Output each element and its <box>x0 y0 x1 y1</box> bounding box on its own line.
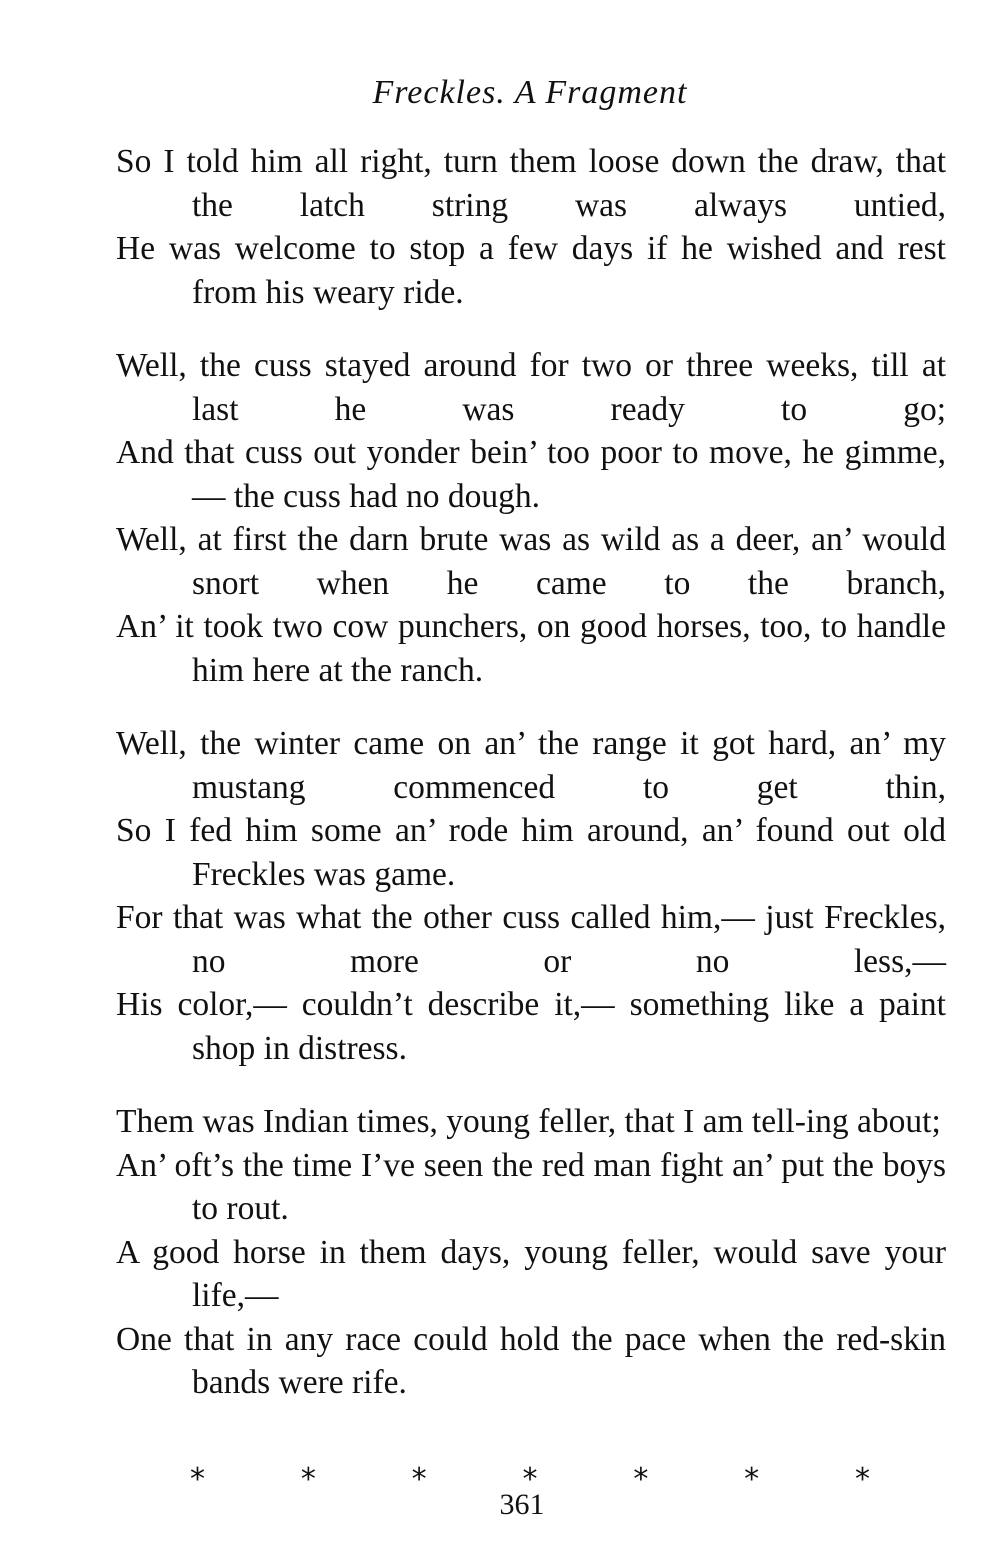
star-icon: * <box>744 1462 760 1497</box>
verse-line: Well, at first the darn brute was as wild as a deer, an’ would snort when he came to the branch, <box>116 521 946 602</box>
star-icon: * <box>300 1462 316 1497</box>
star-icon: * <box>190 1462 205 1497</box>
verse-line: An’ oft’s the time I’ve seen the red man fight an’ put the boys to rout. <box>116 1146 946 1227</box>
verse-line: And that cuss out yonder bein’ too poor to move, he gimme,— the cuss had no dough. <box>116 434 946 515</box>
verse-line: An’ it took two cow punchers, on good horses, too, to handle him here at the ranch. <box>116 608 946 689</box>
verse-line: He was welcome to stop a few days if he wished and rest from his weary ride. <box>116 230 946 311</box>
verse-line: His color,— couldn’t describe it,— something like a paint shop in distress. <box>116 986 946 1067</box>
verse-line: Well, the winter came on an’ the range it got hard, an’ my mustang commenced to get thin, <box>116 725 946 806</box>
stanza-2 <box>116 344 946 692</box>
star-icon: * <box>522 1462 538 1497</box>
stanza-4 <box>116 1100 946 1405</box>
verse-line: Well, the cuss stayed around for two or three weeks, till at last he was ready to go; <box>116 347 946 428</box>
running-title: Freckles. A Fragment <box>372 74 688 111</box>
verse-line: For that was what the other cuss called him,— just Freckles, no more or no less,— <box>116 899 946 980</box>
star-icon: * <box>411 1462 427 1497</box>
verse-line: So I fed him some an’ rode him around, an’ found out old Freckles was game. <box>116 812 946 893</box>
verse-line: So I told him all right, turn them loose down the draw, that the latch string was always untied, <box>116 143 946 224</box>
page-number: 361 <box>499 1488 545 1521</box>
stanza-1 <box>116 140 946 314</box>
stanza-3 <box>116 722 946 1070</box>
verse-line: Them was Indian times, young feller, that I am tell-ing about; <box>116 1103 941 1140</box>
star-icon: * <box>633 1462 649 1497</box>
verse-line: A good horse in them days, young feller, would save your life,— <box>116 1233 946 1314</box>
poem-body <box>116 140 946 1435</box>
verse-line: One that in any race could hold the pace when the red-skin bands were rife. <box>116 1320 946 1401</box>
star-icon: * <box>854 1462 870 1497</box>
